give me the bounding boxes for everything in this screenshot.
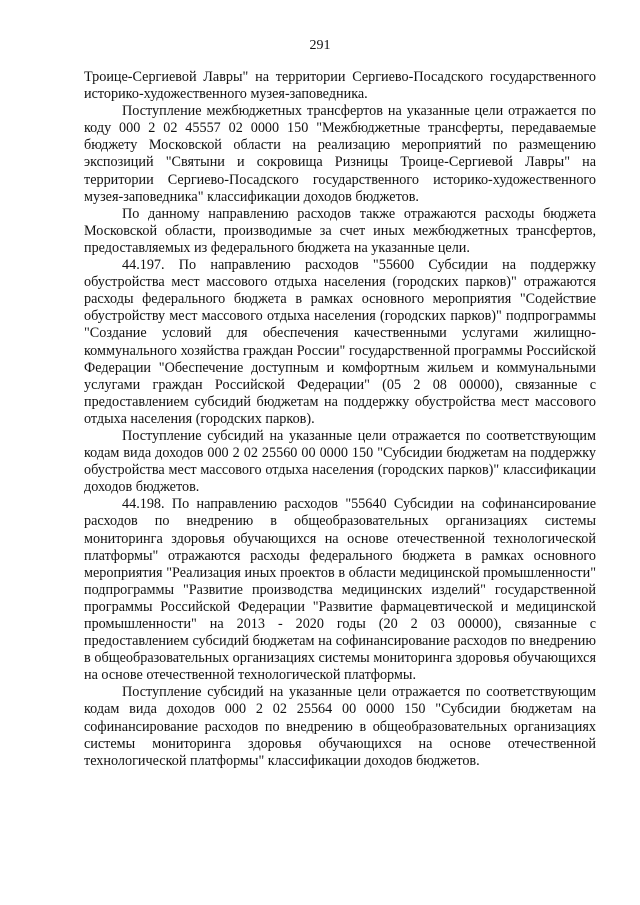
paragraph-subsidy-receipt-monitoring: Поступление субсидий на указанные цели отражается по соответствующим кодам вида доходов 000 2 02 25564 00 0000 150 "Субсидии бюджетам на софинансирование расходов по внедрению в общеобразовательных организациях системы мониторинга здоровья обучающихся на основе отечественной технологической платформы" классификации доходов бюджетов.: [84, 684, 596, 769]
paragraph-additional-expenses: По данному направлению расходов также отражаются расходы бюджета Московской области, производимые за счет иных межбюджетных трансфертов, предоставляемых из федерального бюджета на указанные цели.: [84, 205, 596, 256]
paragraph-interbudget-transfers-receipt: Поступление межбюджетных трансфертов на указанные цели отражается по коду 000 2 02 45557 02 0000 150 "Межбюджетные трансферты, передаваемые бюджету Московской области на реализацию мероприятий по размещению экспозиций "Святыни и сокровища Ризницы Троице-Сергиевой Лавры" на территории Сергиево-Посадского государственного историко-художественного музея-заповедника" классификации доходов бюджетов.: [84, 103, 596, 205]
paragraph-44-198: 44.198. По направлению расходов "55640 Субсидии на софинансирование расходов по внедрению в общеобразовательных организациях системы мониторинга здоровья обучающихся на основе отечественной технологической платформы" отражаются расходы федерального бюджета в рамках основного мероприятия "Реализация иных проектов в области медицинской промышленности" подпрограммы "Развитие производства медицинских изделий" государственной программы Российской Федерации "Развитие фармацевтической и медицинской промышленности" на 2013 - 2020 годы (20 2 03 00000), связанные с предоставлением субсидий бюджетам на софинансирование расходов по внедрению в общеобразовательных организациях системы мониторинга здоровья обучающихся на основе отечественной технологической платформы.: [84, 496, 596, 684]
paragraph-44-197: 44.197. По направлению расходов "55600 Субсидии на поддержку обустройства мест массового отдыха населения (городских парков)" отражаются расходы федерального бюджета в рамках основного мероприятия "Содействие обустройству мест массового отдыха населения (городских парков)" подпрограммы "Создание условий для обеспечения качественными услугами жилищно-коммунального хозяйства граждан России" государственной программы Российской Федерации "Обеспечение доступным и комфортным жильем и коммунальными услугами граждан Российской Федерации" (05 2 08 00000), связанные с предоставлением субсидий бюджетам на поддержку обустройства мест массового отдыха населения (городских парков).: [84, 257, 596, 427]
paragraph-subsidy-receipt-parks: Поступление субсидий на указанные цели отражается по соответствующим кодам вида доходов 000 2 02 25560 00 0000 150 "Субсидии бюджетам на поддержку обустройства мест массового отдыха населения (городских парков)" классификации доходов бюджетов.: [84, 427, 596, 496]
paragraph-continuation: Троице-Сергиевой Лавры" на территории Сергиево-Посадского государственного историко-художественного музея-заповедника.: [84, 69, 596, 103]
document-body: [84, 69, 596, 770]
page-number: 291: [309, 38, 331, 53]
